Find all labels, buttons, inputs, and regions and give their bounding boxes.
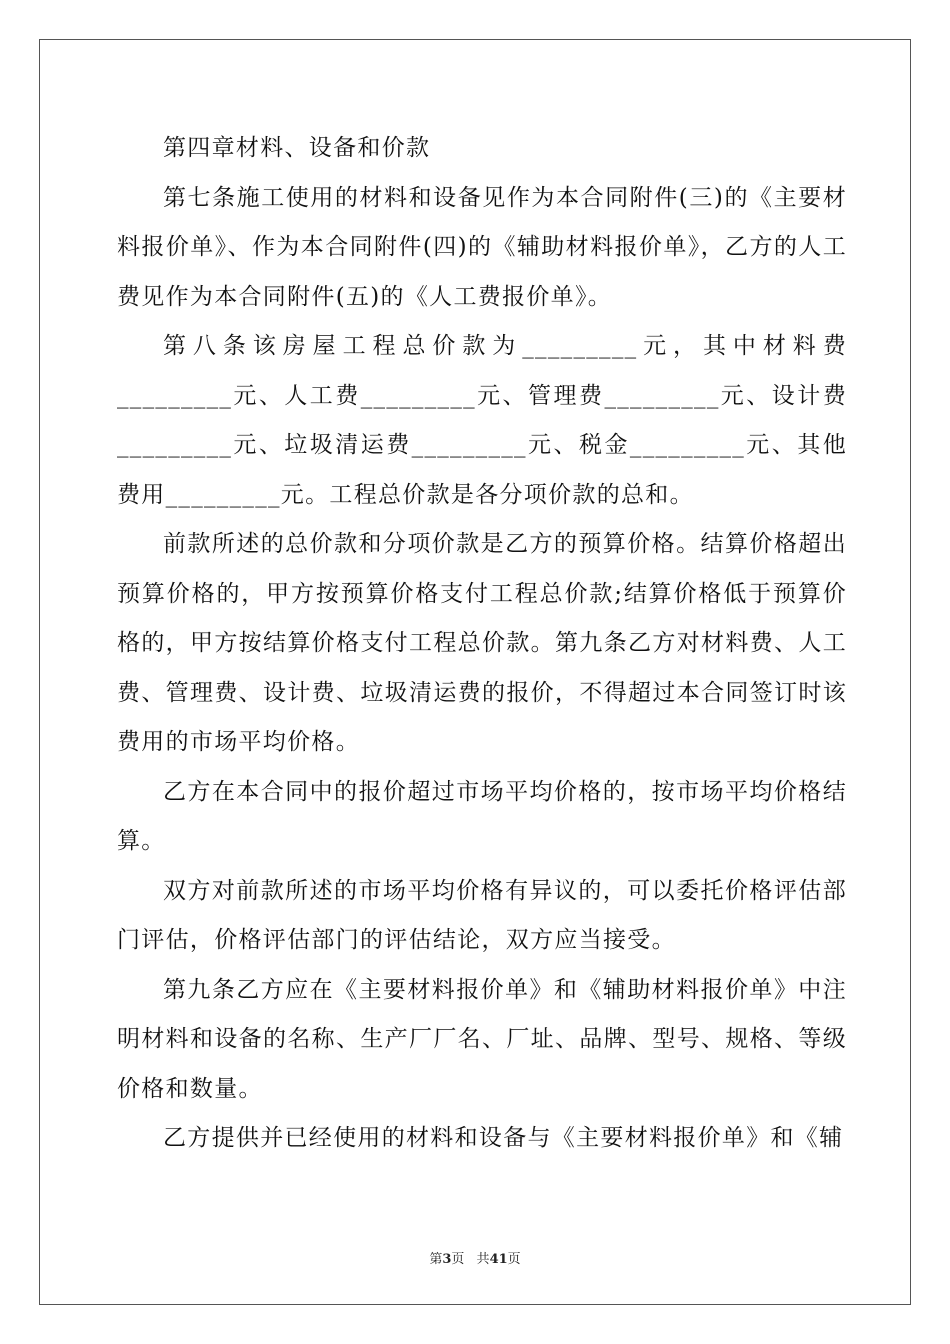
- dispute-paragraph: 双方对前款所述的市场平均价格有异议的，可以委托价格评估部门评估，价格评估部门的评估结论，双方应当接受。: [117, 877, 847, 953]
- page-footer: [0, 1248, 950, 1267]
- chapter-heading: 第四章材料、设备和价款: [163, 135, 431, 161]
- market-price-paragraph: 乙方在本合同中的报价超过市场平均价格的，按市场平均价格结算。: [117, 778, 847, 854]
- budget-price-paragraph: 前款所述的总价款和分项价款是乙方的预算价格。结算价格超出预算价格的，甲方按预算价格支付工程总价款;结算价格低于预算价格的，甲方按结算价格支付工程总价款。第九条乙方对材料费、人工费、管理费、设计费、垃圾清运费的报价，不得超过本合同签订时该费用的市场平均价格。: [117, 531, 847, 755]
- total-pages: 共41页: [476, 1252, 521, 1267]
- article-7-paragraph: 第七条施工使用的材料和设备见作为本合同附件(三)的《主要材料报价单》、作为本合同附件(四)的《辅助材料报价单》，乙方的人工费见作为本合同附件(五)的《人工费报价单》。: [117, 184, 847, 310]
- article-8-paragraph: 第八条该房屋工程总价款为_________元，其中材料费_________元、人工费_________元、管理费_________元、设计费_________元、垃圾清运费_________元、税金_________元、其他费用_________元。工程总价款是各分项价款的总和。: [117, 333, 847, 508]
- current-page: 第3页: [429, 1252, 465, 1267]
- materials-paragraph: 乙方提供并已经使用的材料和设备与《主要材料报价单》和《辅: [163, 1125, 844, 1151]
- article-9-paragraph: 第九条乙方应在《主要材料报价单》和《辅助材料报价单》中注明材料和设备的名称、生产厂厂名、厂址、品牌、型号、规格、等级价格和数量。: [117, 976, 847, 1102]
- document-body: [117, 124, 847, 1164]
